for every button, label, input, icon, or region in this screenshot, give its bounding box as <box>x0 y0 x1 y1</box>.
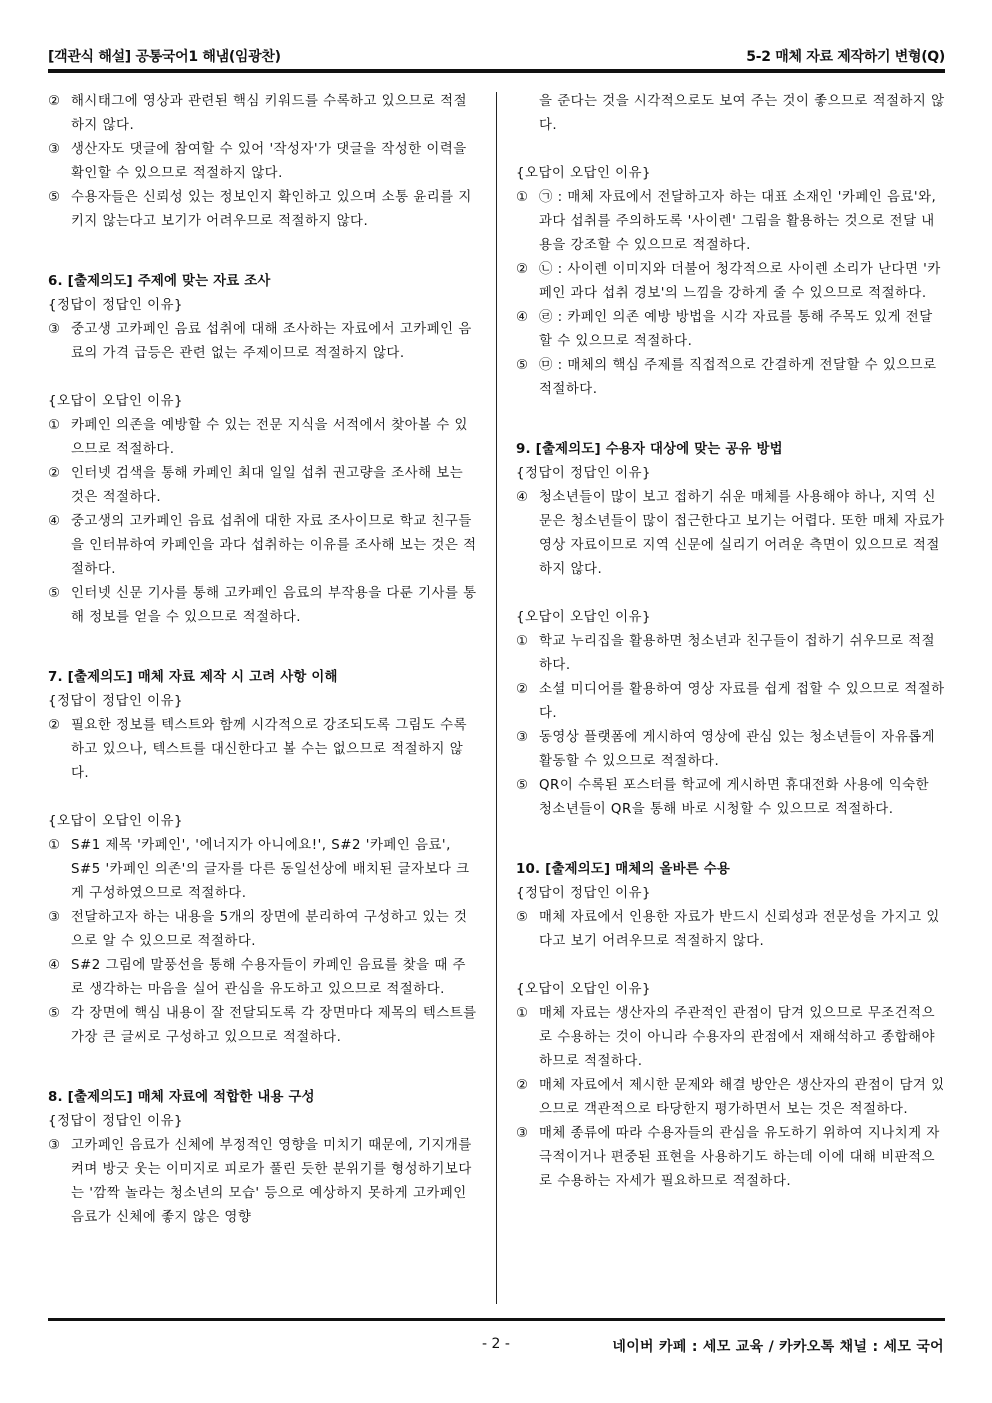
choice-text: QR이 수록된 포스터를 학교에 게시하면 휴대전화 사용에 익숙한 청소년들이 QR을 통해 바로 시청할 수 있으므로 적절하다. <box>539 778 930 817</box>
question-10-title: 10. [출제의도] 매체의 올바른 수용 <box>516 862 731 877</box>
answer-item <box>48 462 478 510</box>
choice-number: ③ <box>48 142 61 157</box>
answer-item <box>48 1002 478 1050</box>
question-6-title: 6. [출제의도] 주제에 맞는 자료 조사 <box>48 274 271 289</box>
choice-number: ③ <box>48 1138 61 1153</box>
choice-text: 중고생의 고카페인 음료 섭취에 대한 자료 조사이므로 학교 친구들을 인터뷰하여 카페인을 과다 섭취하는 이유를 조사해 보는 것은 적절하다. <box>71 514 477 577</box>
choice-text: 수용자들은 신뢰성 있는 정보인지 확인하고 있으며 소통 윤리를 지키지 않는다고 보기가 어려우므로 적절하지 않다. <box>71 190 472 229</box>
correct-reason-label: {정답이 정답인 이유} <box>516 466 652 481</box>
choice-text: 청소년들이 많이 보고 접하기 쉬운 매체를 사용해야 하나, 지역 신문은 청소년들이 많이 접근한다고 보기는 어렵다. 또한 매체 자료가 영상 자료이므로 지역 신문에 실리기 어려운 측면이 있으므로 적절하지 않다. <box>539 490 945 577</box>
choice-number: ⑤ <box>48 586 61 601</box>
choice-number: ① <box>48 838 61 853</box>
choice-number: ② <box>48 718 61 733</box>
choice-number: ② <box>516 682 529 697</box>
answer-item <box>48 834 478 906</box>
choice-text: 매체 자료는 생산자의 주관적인 관점이 담겨 있으므로 무조건적으로 수용하는 것이 아니라 수용자의 관점에서 재해석하고 종합해야 하므로 적절하다. <box>539 1006 936 1069</box>
answer-item <box>48 318 478 366</box>
answer-item <box>48 414 478 462</box>
right-column <box>516 90 946 1194</box>
choice-number: ④ <box>48 958 61 973</box>
choice-number: ① <box>516 1006 529 1021</box>
wrong-reason-label: {오답이 오답인 이유} <box>48 394 184 409</box>
choice-number: ③ <box>516 730 529 745</box>
header-right-title: 5-2 매체 자료 제작하기 변형(Q) <box>746 49 945 65</box>
choice-number: ④ <box>516 490 529 505</box>
choice-number: ③ <box>48 322 61 337</box>
answer-item <box>516 906 946 954</box>
choice-number: ⑤ <box>516 778 529 793</box>
correct-reason-label: {정답이 정답인 이유} <box>48 1114 184 1129</box>
choice-text: 각 장면에 핵심 내용이 잘 전달되도록 각 장면마다 제목의 텍스트를 가장 큰 글씨로 구성하고 있으므로 적절하다. <box>71 1006 477 1045</box>
footer-rule <box>48 1318 945 1321</box>
answer-item <box>48 906 478 954</box>
choice-text: 생산자도 댓글에 참여할 수 있어 '작성자'가 댓글을 작성한 이력을 확인할 수 있으므로 적절하지 않다. <box>71 142 467 181</box>
choice-text: 전달하고자 하는 내용을 5개의 장면에 분리하여 구성하고 있는 것으로 알 수 있으므로 적절하다. <box>71 910 468 949</box>
question-7-title: 7. [출제의도] 매체 자료 제작 시 고려 사항 이해 <box>48 670 338 685</box>
footer-channel-info: 네이버 카페 : 세모 교육 / 카카오톡 채널 : 세모 국어 <box>612 1339 944 1355</box>
answer-item <box>516 1002 946 1074</box>
choice-number: ① <box>516 634 529 649</box>
answer-item <box>48 1134 478 1230</box>
choice-text: S#2 그림에 말풍선을 통해 수용자들이 카페인 음료를 찾을 때 주로 생각하는 마음을 실어 관심을 유도하고 있으므로 적절하다. <box>71 958 466 997</box>
choice-text: 매체 자료에서 인용한 자료가 반드시 신뢰성과 전문성을 가지고 있다고 보기 어려우므로 적절하지 않다. <box>539 910 940 949</box>
correct-reason-label: {정답이 정답인 이유} <box>516 886 652 901</box>
answer-item <box>48 138 478 186</box>
choice-number: ⑤ <box>48 1006 61 1021</box>
choice-number: ① <box>48 418 61 433</box>
choice-number: ④ <box>48 514 61 529</box>
header-rule <box>48 69 945 73</box>
choice-number: ② <box>516 1078 529 1093</box>
choice-text: 매체 종류에 따라 수용자들의 관심을 유도하기 위하여 지나치게 자극적이거나 편중된 표현을 사용하기도 하는데 이에 대해 비판적으로 수용하는 자세가 필요하므로 적절하다. <box>539 1126 940 1189</box>
answer-item <box>516 258 946 306</box>
correct-reason-label: {정답이 정답인 이유} <box>48 694 184 709</box>
choice-text: 중고생 고카페인 음료 섭취에 대해 조사하는 자료에서 고카페인 음료의 가격 급등은 관련 없는 주제이므로 적절하지 않다. <box>71 322 472 361</box>
choice-text: 소셜 미디어를 활용하여 영상 자료를 쉽게 접할 수 있으므로 적절하다. <box>539 682 945 721</box>
page-number: - 2 - <box>482 1336 510 1352</box>
choice-text: 을 준다는 것을 시각적으로도 보여 주는 것이 좋으므로 적절하지 않다. <box>539 94 945 133</box>
choice-number: ⑤ <box>516 910 529 925</box>
choice-text: ㉠ : 매체 자료에서 전달하고자 하는 대표 소재인 '카페인 음료'와, 과다 섭취를 주의하도록 '사이렌' 그림을 활용하는 것으로 전달 내용을 강조할 수 있으므로 적절하다. <box>539 190 937 253</box>
choice-number: ⑤ <box>48 190 61 205</box>
choice-number: ③ <box>48 910 61 925</box>
answer-item <box>516 630 946 678</box>
answer-item <box>48 954 478 1002</box>
correct-reason-label: {정답이 정답인 이유} <box>48 298 184 313</box>
left-column <box>48 90 478 1230</box>
choice-text: 인터넷 검색을 통해 카페인 최대 일일 섭취 권고량을 조사해 보는 것은 적절하다. <box>71 466 464 505</box>
choice-text: ㉣ : 카페인 의존 예방 방법을 시각 자료를 통해 주목도 있게 전달할 수 있으므로 적절하다. <box>539 310 933 349</box>
choice-text: 카페인 의존을 예방할 수 있는 전문 지식을 서적에서 찾아볼 수 있으므로 적절하다. <box>71 418 468 457</box>
answer-item <box>48 186 478 234</box>
answer-item <box>516 678 946 726</box>
answer-item <box>48 714 478 786</box>
choice-text: S#1 제목 '카페인', '에너지가 아니에요!', S#2 '카페인 음료', S#5 '카페인 의존'의 글자를 다른 동일선상에 배치된 글자보다 크게 구성하였으므로 적절하다. <box>71 838 470 901</box>
choice-text: 매체 자료에서 제시한 문제와 해결 방안은 생산자의 관점이 담겨 있으므로 객관적으로 타당한지 평가하면서 보는 것은 적절하다. <box>539 1078 945 1117</box>
answer-item <box>516 774 946 822</box>
column-divider <box>496 92 497 1304</box>
answer-item <box>516 354 946 402</box>
question-9-title: 9. [출제의도] 수용자 대상에 맞는 공유 방법 <box>516 442 783 457</box>
wrong-reason-label: {오답이 오답인 이유} <box>516 610 652 625</box>
answer-item <box>516 306 946 354</box>
answer-item <box>48 510 478 582</box>
choice-text: 인터넷 신문 기사를 통해 고카페인 음료의 부작용을 다룬 기사를 통해 정보를 얻을 수 있으므로 적절하다. <box>71 586 477 625</box>
choice-number: ② <box>516 262 529 277</box>
answer-item-continued <box>516 90 946 138</box>
choice-text: 동영상 플랫폼에 게시하여 영상에 관심 있는 청소년들이 자유롭게 활동할 수 있으므로 적절하다. <box>539 730 936 769</box>
choice-number: ② <box>48 94 61 109</box>
wrong-reason-label: {오답이 오답인 이유} <box>48 814 184 829</box>
page-header <box>48 40 945 70</box>
choice-number: ③ <box>516 1126 529 1141</box>
answer-item <box>516 1074 946 1122</box>
choice-text: 고카페인 음료가 신체에 부정적인 영향을 미치기 때문에, 기지개를 켜며 방긋 웃는 이미지로 피로가 풀린 듯한 분위기를 형성하기보다는 '깜짝 놀라는 청소년의 모습' 등으로 예상하지 못하게 고카페인 음료가 신체에 좋지 않은 영향 <box>71 1138 472 1225</box>
choice-text: ㉡ : 사이렌 이미지와 더불어 청각적으로 사이렌 소리가 난다면 '카페인 과다 섭취 경보'의 느낌을 강하게 줄 수 있으므로 적절하다. <box>539 262 941 301</box>
choice-text: 필요한 정보를 텍스트와 함께 시각적으로 강조되도록 그림도 수록하고 있으나, 텍스트를 대신한다고 볼 수는 없으므로 적절하지 않다. <box>71 718 468 781</box>
wrong-reason-label: {오답이 오답인 이유} <box>516 166 652 181</box>
choice-text: ㉤ : 매체의 핵심 주제를 직접적으로 간결하게 전달할 수 있으므로 적절하다. <box>539 358 937 397</box>
answer-item <box>516 726 946 774</box>
choice-number: ⑤ <box>516 358 529 373</box>
question-8-title: 8. [출제의도] 매체 자료에 적합한 내용 구성 <box>48 1090 315 1105</box>
answer-item <box>516 1122 946 1194</box>
answer-item <box>48 90 478 138</box>
choice-text: 해시태그에 영상과 관련된 핵심 키워드를 수록하고 있으므로 적절하지 않다. <box>71 94 468 133</box>
answer-item <box>48 582 478 630</box>
answer-item <box>516 186 946 258</box>
choice-number: ① <box>516 190 529 205</box>
choice-text: 학교 누리집을 활용하면 청소년과 친구들이 접하기 쉬우므로 적절하다. <box>539 634 936 673</box>
choice-number: ④ <box>516 310 529 325</box>
answer-item <box>516 486 946 582</box>
wrong-reason-label: {오답이 오답인 이유} <box>516 982 652 997</box>
header-left-title: [객관식 해설] 공통국어1 해냄(임광찬) <box>48 49 281 65</box>
choice-number: ② <box>48 466 61 481</box>
